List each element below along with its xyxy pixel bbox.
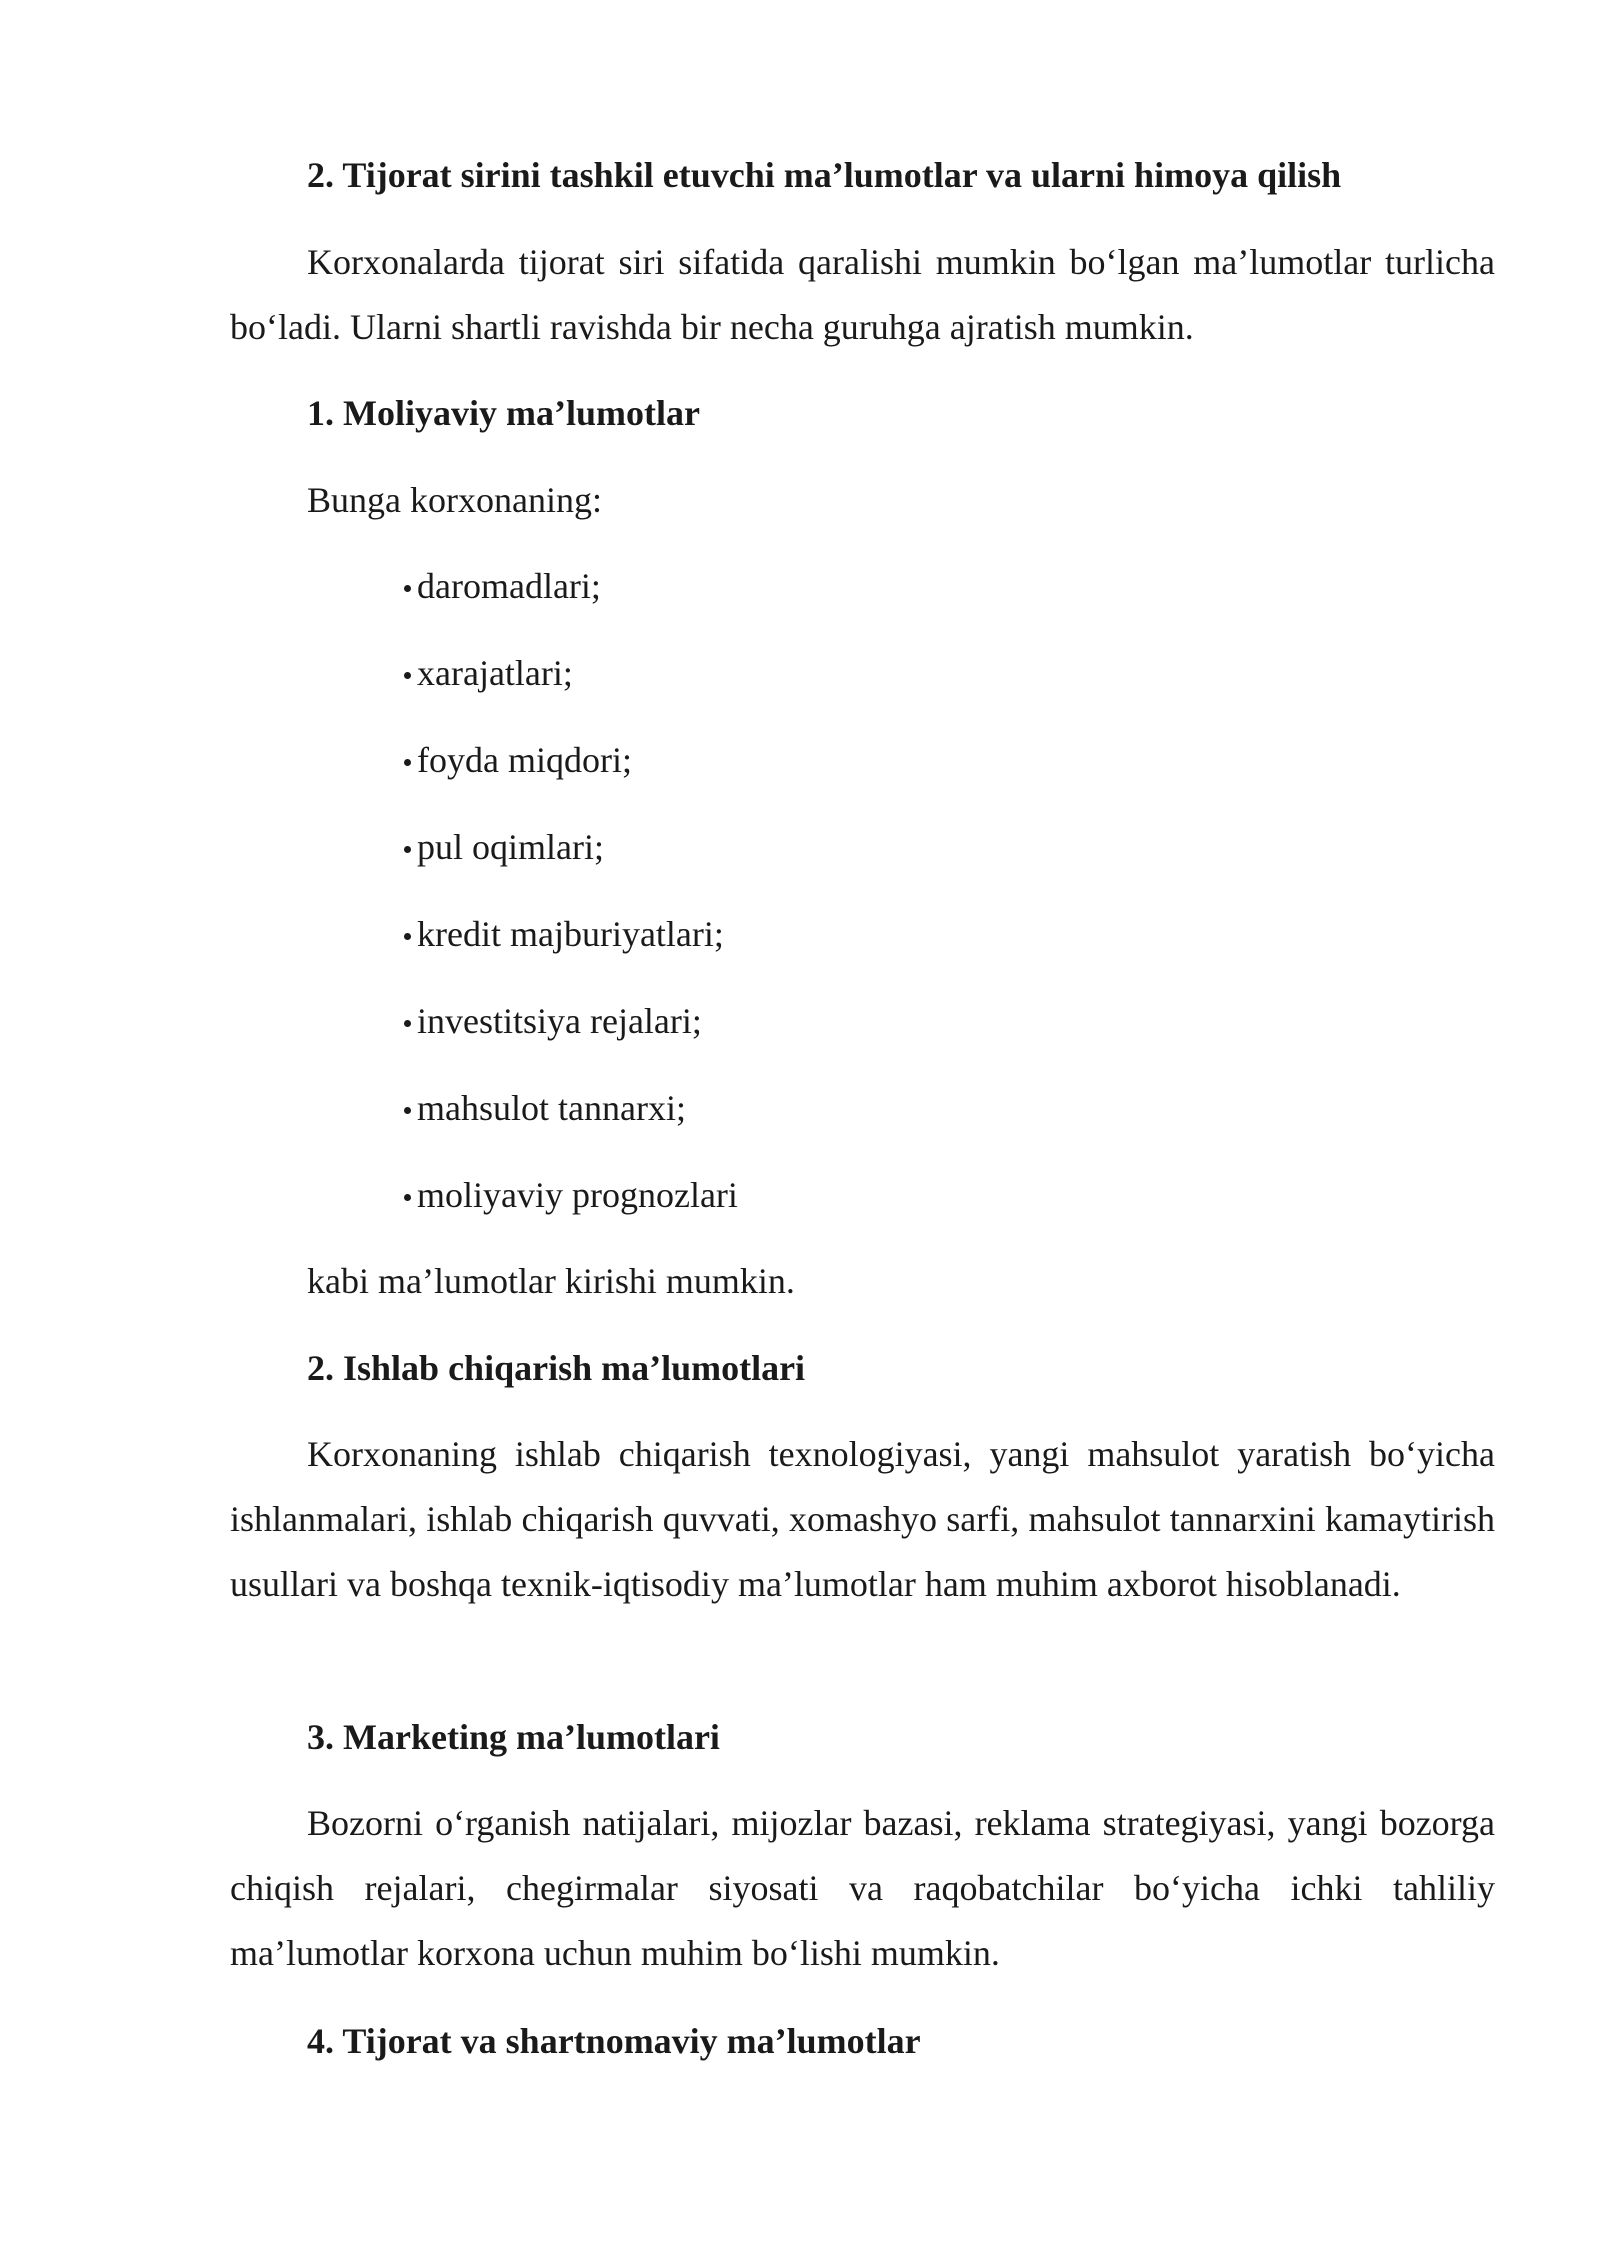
production-heading: 2. Ishlab chiqarish ma’lumotlari <box>307 1348 806 1388</box>
financial-heading: 1. Moliyaviy ma’lumotlar <box>307 393 700 433</box>
bullet-icon <box>404 759 411 766</box>
commercial-heading: 4. Tijorat va shartnomaviy ma’lumotlar <box>307 2021 921 2061</box>
marketing-heading: 3. Marketing ma’lumotlari <box>307 1717 720 1757</box>
list-item-text: investitsiya rejalari; <box>417 1001 702 1041</box>
list-item-text: moliyaviy prognozlari <box>417 1175 738 1215</box>
bullet-icon <box>404 1020 411 1027</box>
section-heading: 2. Tijorat sirini tashkil etuvchi ma’lumotlar va ularni himoya qilish <box>307 155 1342 195</box>
list-item <box>400 1175 738 1262</box>
list-item <box>400 1088 738 1175</box>
list-item <box>400 1001 738 1088</box>
bullet-icon <box>404 672 411 679</box>
list-item <box>400 653 738 740</box>
list-item-text: foyda miqdori; <box>417 740 632 780</box>
list-item <box>400 827 738 914</box>
intro-paragraph: Korxonalarda tijorat siri sifatida qaralishi mumkin bo‘lgan ma’lumotlar turlicha bo‘ladi. Ularni shartli ravishda bir necha guruhga ajratish mumkin. <box>230 242 1495 347</box>
bullet-icon <box>404 1194 411 1201</box>
list-item-text: xarajatlari; <box>417 653 573 693</box>
bullet-icon <box>404 1107 411 1114</box>
marketing-paragraph: Bozorni o‘rganish natijalari, mijozlar bazasi, reklama strategiyasi, yangi bozorga chiqish rejalari, chegirmalar siyosati va raqobatchilar bo‘yicha ichki tahliliy ma’lumotlar korxona uchun muhim bo‘lishi mumkin. <box>230 1803 1495 1973</box>
financial-list <box>400 566 738 1262</box>
list-item-text: kredit majburiyatlari; <box>417 914 724 954</box>
list-item-text: mahsulot tannarxi; <box>417 1088 686 1128</box>
bullet-icon <box>404 585 411 592</box>
production-paragraph: Korxonaning ishlab chiqarish texnologiyasi, yangi mahsulot yaratish bo‘yicha ishlanmalari, ishlab chiqarish quvvati, xomashyo sarfi, mahsulot tannarxini kamaytirish usullari va boshqa texnik-iqtisodiy ma’lumotlar ham muhim axborot hisoblanadi. <box>230 1434 1495 1604</box>
list-item-text: daromadlari; <box>417 566 601 606</box>
bullet-icon <box>404 933 411 940</box>
list-item <box>400 740 738 827</box>
list-item <box>400 566 738 653</box>
list-item-text: pul oqimlari; <box>417 827 604 867</box>
list-item <box>400 914 738 1001</box>
financial-closing: kabi ma’lumotlar kirishi mumkin. <box>307 1261 795 1301</box>
bullet-icon <box>404 846 411 853</box>
financial-lead: Bunga korxonaning: <box>307 480 602 520</box>
